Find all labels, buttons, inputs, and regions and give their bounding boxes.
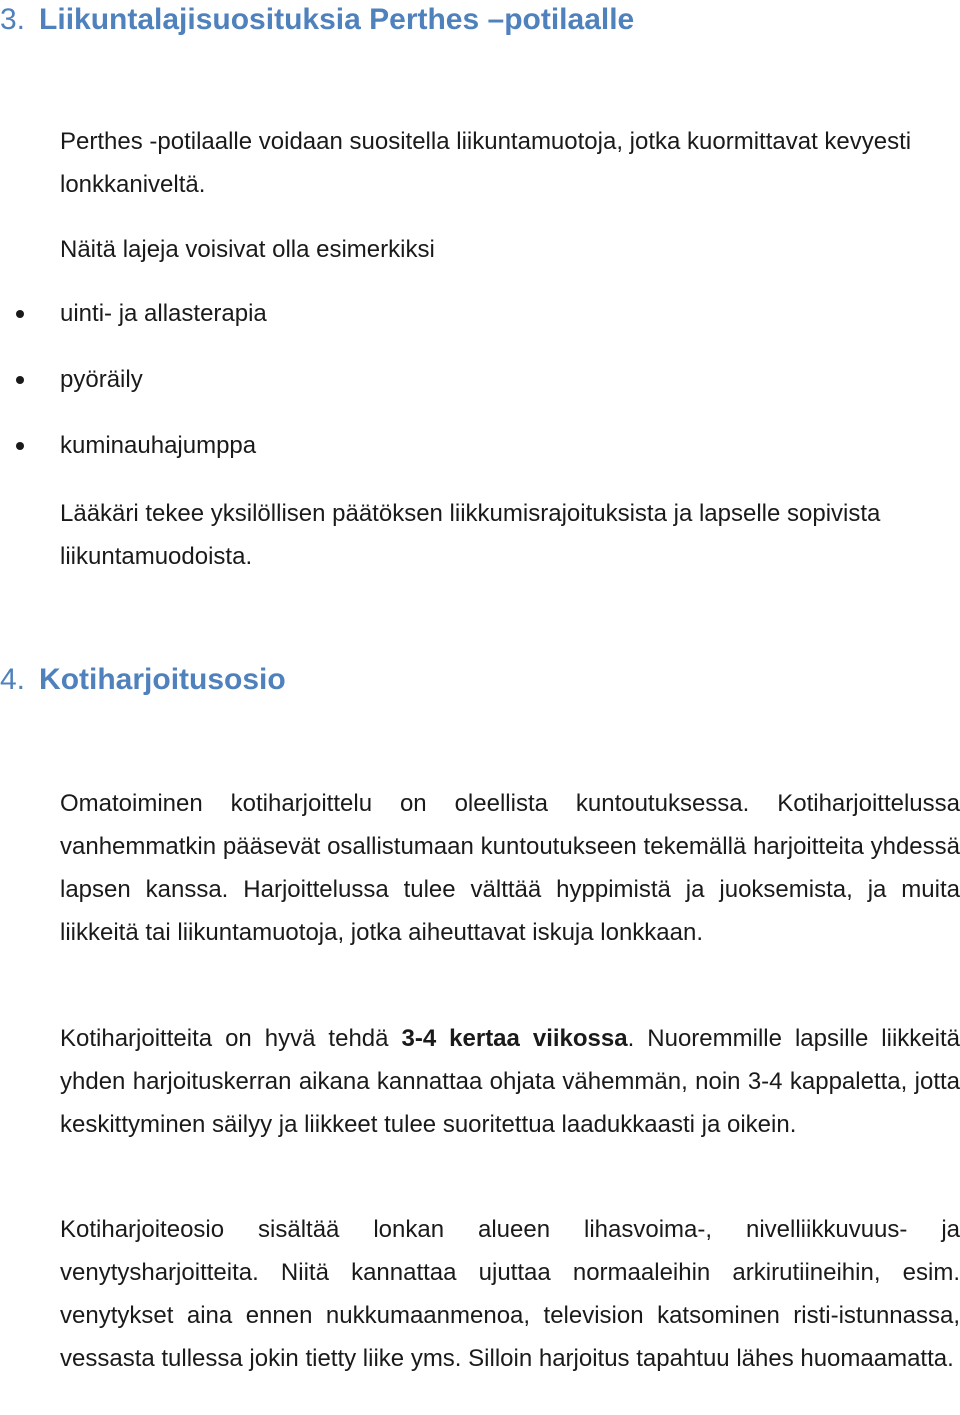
bullet-icon <box>16 442 24 450</box>
list-item-text: uinti- ja allasterapia <box>60 300 267 327</box>
section-4-paragraph-2 <box>60 1017 960 1146</box>
list-item <box>0 292 960 358</box>
paragraph-2-rest: . Nuoremmille lapsille liikkeitä yhden harjoituskerran aikana kannattaa ohjata vähemmän, noin 3-4 kappaletta, jotta keskittyminen säilyy ja liikkeet tulee suoritettua laadukkaasti ja oikein. <box>60 1025 960 1138</box>
examples-lead: Näitä lajeja voisivat olla esimerkiksi <box>60 236 435 263</box>
bullet-icon <box>16 376 24 384</box>
section-3-heading <box>0 2 634 38</box>
list-item-text: kuminauhajumppa <box>60 432 257 459</box>
section-4-paragraph-1: Omatoiminen kotiharjoittelu on oleellista kuntoutuksessa. Kotiharjoittelussa vanhemmatkin pääsevät osallistumaan kuntoutukseen tekemällä harjoitteita yhdessä lapsen kanssa. Harjoittelussa tulee välttää hyppimistä ja juoksemista, ja muita liikkeitä tai liikuntamuotoja, jotka aiheuttavat iskuja lonkkaan. <box>60 790 960 946</box>
section-4-number: 4. <box>0 663 26 696</box>
frequency-emphasis: 3-4 kertaa viikossa <box>401 1025 628 1052</box>
sport-examples-list <box>0 292 960 490</box>
list-item <box>0 424 960 490</box>
section-4-title: Kotiharjoitusosio <box>39 663 286 696</box>
section-3-intro: Perthes -potilaalle voidaan suositella liikuntamuotoja, jotka kuormittavat kevyesti lonkkaniveltä. <box>60 128 912 198</box>
bullet-icon <box>16 310 24 318</box>
list-item <box>0 358 960 424</box>
section-4-paragraph-3: Kotiharjoiteosio sisältää lonkan alueen lihasvoima-, nivelliikkuvuus- ja venytysharjoitteita. Niitä kannattaa ujuttaa normaaleihin arkirutiineihin, esim. venytykset aina ennen nukkumaanmenoa, television katsominen risti-istunnassa, vessasta tullessa jokin tietty liike yms. Silloin harjoitus tapahtuu lähes huomaamatta. <box>60 1216 960 1372</box>
section-4-heading <box>0 662 286 698</box>
section-3-closing: Lääkäri tekee yksilöllisen päätöksen liikkumisrajoituksista ja lapselle sopivista liikuntamuodoista. <box>60 500 881 570</box>
paragraph-2-start: Kotiharjoitteita on hyvä tehdä <box>60 1025 402 1052</box>
list-item-text: pyöräily <box>60 366 143 393</box>
section-3-title: Liikuntalajisuosituksia Perthes –potilaalle <box>39 3 635 36</box>
section-3-number: 3. <box>0 3 26 36</box>
